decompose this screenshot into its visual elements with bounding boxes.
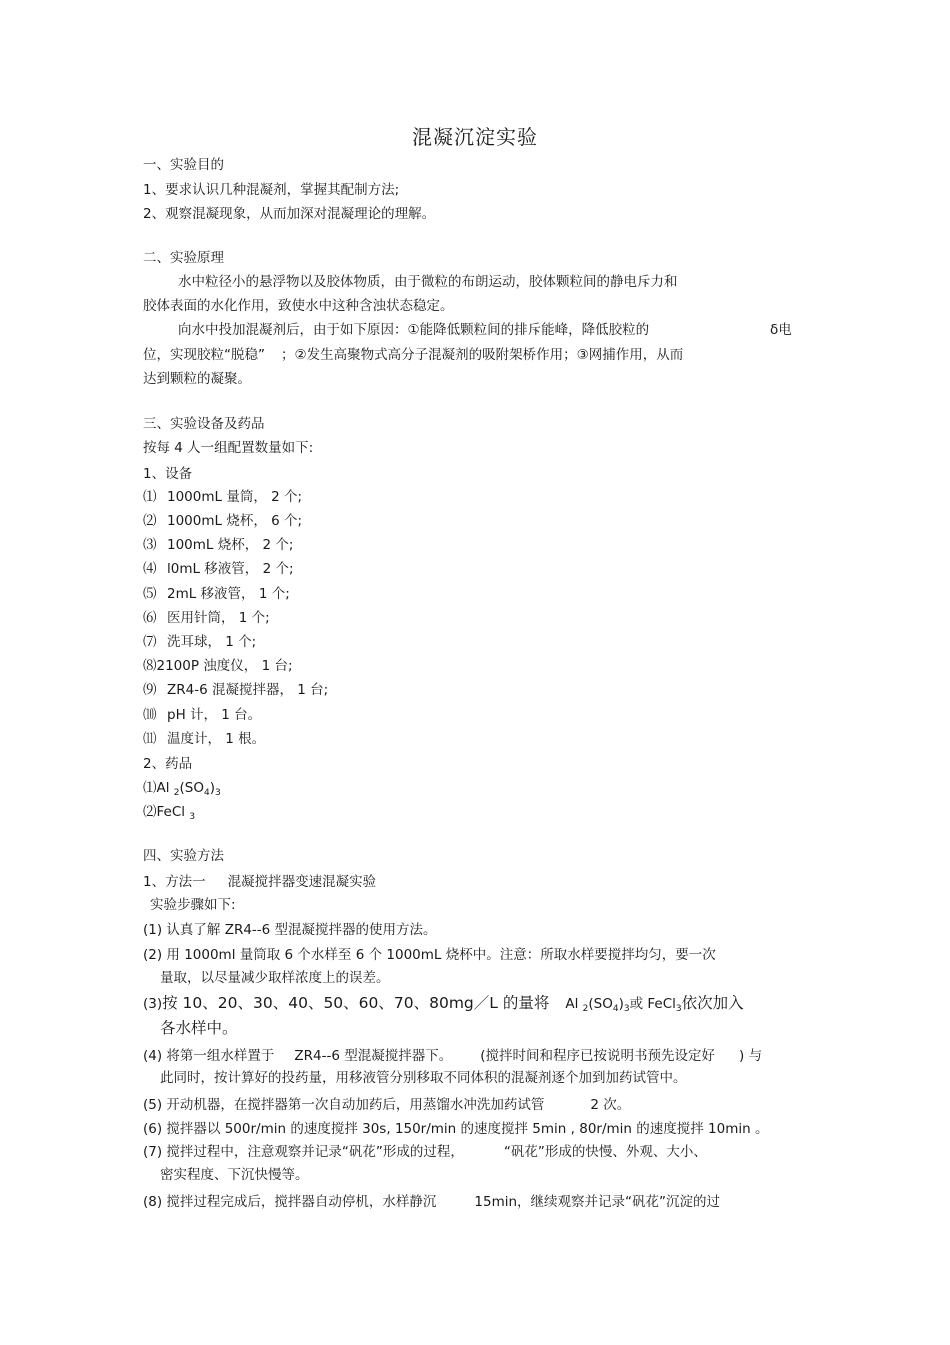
equipment-item: ⑼ ZR4-6 混凝搅拌器， 1 台; [143, 682, 329, 698]
step-7-line-2: 密实程度、下沉快慢等。 [160, 1167, 309, 1183]
principle-para-2-line-3: 达到颗粒的凝聚。 [143, 371, 251, 387]
purpose-item-1: 1、要求认识几种混凝剂，掌握其配制方法; [143, 182, 400, 198]
method-title: 1、方法一 混凝搅拌器变速混凝实验 [143, 874, 377, 890]
principle-text: 向水中投加混凝剂后，由于如下原因：①能降低颗粒间的排斥能峰，降低胶粒的 [178, 322, 650, 338]
step-1: (1) 认真了解 ZR4--6 型混凝搅拌器的使用方法。 [143, 922, 437, 938]
equipment-item: ⑻2100P 浊度仪， 1 台; [143, 658, 293, 674]
chemical-item-ferric-chloride: ⑵FeCl $_3$ [143, 804, 196, 822]
equipment-item: ⑸ 2mL 移液管， 1 个; [143, 586, 290, 602]
step-8: (8) 搅拌过程完成后，搅拌器自动停机，水样静沉 15min，继续观察并记录“矾花”沉淀的过 [143, 1194, 721, 1210]
step-4-line-2: 此同时，按计算好的投药量，用移液管分别移取不同体积的混凝剂逐个加到加药试管中。 [160, 1070, 687, 1086]
equipment-item: ⑽ pH 计， 1 台。 [143, 707, 262, 723]
equipment-intro: 按每 4 人一组配置数量如下: [143, 440, 314, 456]
equipment-item: ⑾ 温度计， 1 根。 [143, 731, 266, 747]
step-2-line-2: 量取，以尽量减少取样浓度上的误差。 [160, 970, 390, 986]
section-heading-equipment: 三、实验设备及药品 [143, 416, 265, 432]
delta-potential-text: δ电 [770, 322, 792, 338]
steps-intro: 实验步骤如下: [150, 897, 236, 913]
section-heading-principle: 二、实验原理 [143, 250, 224, 266]
principle-para-1-line-1: 水中粒径小的悬浮物以及胶体物质，由于微粒的布朗运动，胶体颗粒间的静电斥力和 [178, 274, 678, 290]
step-2-line-1: (2) 用 1000ml 量筒取 6 个水样至 6 个 1000mL 烧杯中。注意：所取水样要搅拌均匀，要一次 [143, 947, 716, 963]
section-heading-method: 四、实验方法 [143, 848, 224, 864]
document-title: 混凝沉淀实验 [412, 125, 538, 149]
equipment-item: ⑵ 1000mL 烧杯， 6 个; [143, 513, 303, 529]
principle-para-1-line-2: 胶体表面的水化作用，致使水中这种含浊状态稳定。 [143, 298, 454, 314]
equipment-item: ⑶ 100mL 烧杯， 2 个; [143, 537, 294, 553]
step-4-line-1: (4) 将第一组水样置于 ZR4--6 型混凝搅拌器下。 (搅拌时间和程序已按说明书预先设定好 ) 与 [143, 1048, 763, 1064]
principle-para-2-line-1 [178, 321, 792, 339]
step-7-line-1: (7) 搅拌过程中，注意观察并记录“矾花”形成的过程， “矾花”形成的快慢、外观、大小、 [143, 1144, 707, 1160]
equipment-item: ⑷ l0mL 移液管， 2 个; [143, 561, 294, 577]
chemicals-heading: 2、药品 [143, 756, 193, 772]
purpose-item-2: 2、观察混凝现象，从而加深对混凝理论的理解。 [143, 206, 436, 222]
step-3-line-1: (3)按 10、20、30、40、50、60、70、80mg／L 的量将 Al $_2(SO_4)_3$或 FeCl$_3$依次加入 [143, 994, 744, 1014]
step-3-line-2: 各水样中。 [160, 1019, 238, 1037]
chemical-item-alum: ⑴Al $_2(SO_4)_3$ [143, 780, 221, 798]
equipment-heading: 1、设备 [143, 466, 193, 482]
principle-text: 位，实现胶粒“脱稳” [143, 347, 265, 363]
principle-para-2-line-2 [143, 346, 683, 364]
equipment-item: ⑺ 洗耳球， 1 个; [143, 634, 257, 650]
equipment-item: ⑴ 1000mL 量筒， 2 个; [143, 489, 303, 505]
equipment-item: ⑹ 医用针筒， 1 个; [143, 610, 270, 626]
step-6: (6) 搅拌器以 500r/min 的速度搅拌 30s, 150r/min 的速度搅拌 5min , 80r/min 的速度搅拌 10min 。 [143, 1121, 769, 1137]
section-heading-purpose: 一、实验目的 [143, 157, 224, 173]
principle-text: ；②发生高聚物式高分子混凝剂的吸附架桥作用；③网捕作用，从而 [281, 347, 684, 363]
step-5: (5) 开动机器，在搅拌器第一次自动加药后，用蒸馏水冲洗加药试管 2 次。 [143, 1097, 631, 1113]
